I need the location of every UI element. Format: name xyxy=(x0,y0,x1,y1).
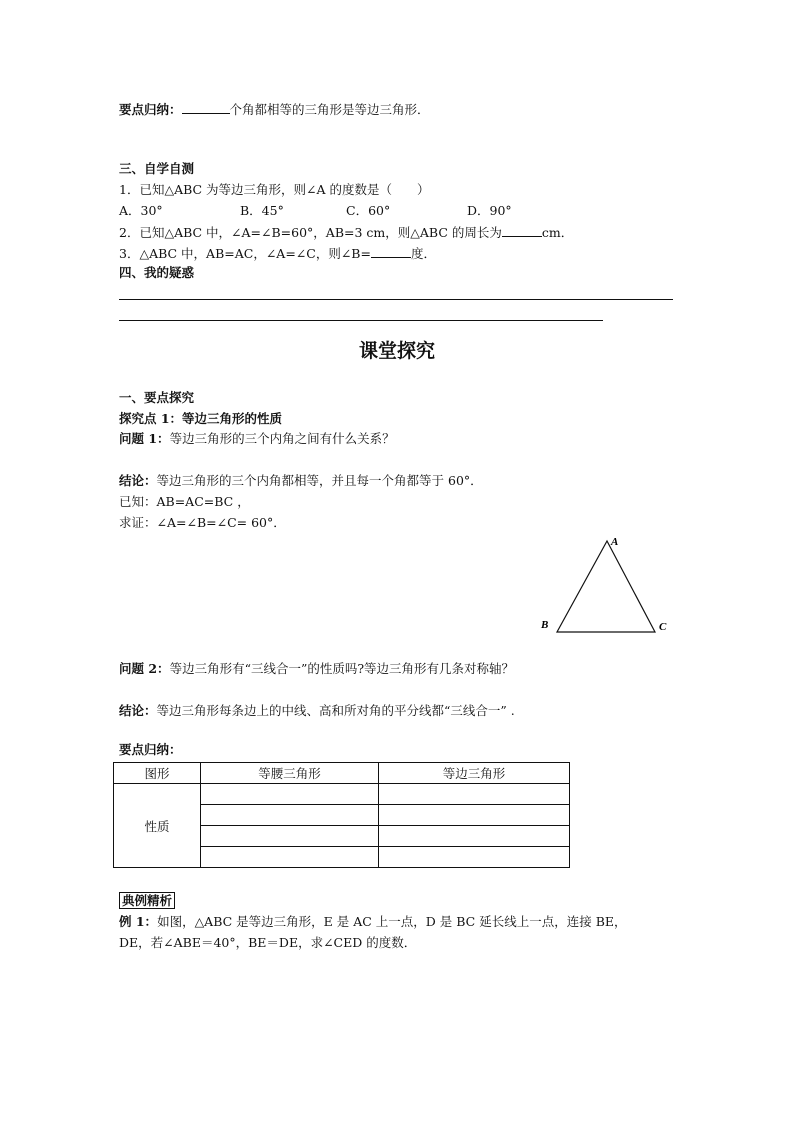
question-1: 1．已知△ABC 为等边三角形，则∠A 的度数是（ ） xyxy=(119,182,430,197)
question-2-block xyxy=(119,661,514,677)
question-text: 等边三角形有“三线合一”的性质吗?等边三角形有几条对称轴？ xyxy=(169,661,515,676)
page-title: 课堂探究 xyxy=(358,340,435,362)
answer-blank[interactable] xyxy=(502,224,542,237)
option-b: B．45° xyxy=(240,203,284,218)
answer-cell[interactable] xyxy=(379,784,570,805)
answer-blank[interactable] xyxy=(182,101,230,114)
row-label-cell: 性质 xyxy=(114,784,201,868)
conclusion-text: 等边三角形每条边上的中线、高和所对角的平分线都“三线合一” . xyxy=(156,703,515,718)
triangle-shape xyxy=(557,541,655,632)
question-2-suffix: cm． xyxy=(541,225,574,240)
option-c: C．60° xyxy=(346,203,391,218)
table-header-row xyxy=(114,763,570,784)
explore-heading: 一、要点探究 xyxy=(119,390,195,405)
section3-heading: 三、自学自测 xyxy=(119,161,195,176)
conclusion-1 xyxy=(119,473,483,489)
answer-cell[interactable] xyxy=(201,826,379,847)
example-box-line xyxy=(119,893,175,909)
prove-line: 求证：∠A=∠B=∠C= 60°． xyxy=(119,515,286,530)
summary-line-1 xyxy=(119,101,430,118)
example-label: 例 1： xyxy=(119,914,158,929)
table-header-cell: 图形 xyxy=(114,763,201,784)
vertex-label-a: A xyxy=(611,536,619,548)
question-2 xyxy=(119,224,573,241)
question-text: 等边三角形的三个内角之间有什么关系？ xyxy=(169,431,395,446)
question-3 xyxy=(119,245,436,262)
section4-heading: 四、我的疑惑 xyxy=(119,265,195,280)
example-line-1 xyxy=(119,914,627,930)
triangle-figure xyxy=(535,530,675,640)
conclusion-text: 等边三角形的三个内角都相等，并且每一个角都等于 60°． xyxy=(156,473,483,488)
table-header-cell: 等边三角形 xyxy=(379,763,570,784)
question-1-block xyxy=(119,431,395,447)
answer-cell[interactable] xyxy=(379,826,570,847)
answer-rule[interactable] xyxy=(119,299,673,300)
vertex-label-b: B xyxy=(541,619,549,631)
question-3-text: 3．△ABC 中，AB=AC，∠A=∠C，则∠B= xyxy=(119,246,371,261)
summary-label: 要点归纳： xyxy=(119,102,182,117)
properties-table xyxy=(113,762,570,868)
answer-rule[interactable] xyxy=(119,320,603,321)
answer-cell[interactable] xyxy=(201,805,379,826)
conclusion-label: 结论： xyxy=(119,703,157,718)
answer-blank[interactable] xyxy=(371,245,411,258)
example-box-label: 典例精析 xyxy=(119,892,175,909)
conclusion-2 xyxy=(119,703,515,719)
summary-text: 个角都相等的三角形是等边三角形． xyxy=(229,102,430,117)
question-label: 问题 1： xyxy=(119,431,170,446)
question-2-text: 2．已知△ABC 中，∠A=∠B=60°，AB=3 cm，则△ABC 的周长为 xyxy=(119,225,502,240)
conclusion-label: 结论： xyxy=(119,473,157,488)
answer-cell[interactable] xyxy=(201,784,379,805)
answer-cell[interactable] xyxy=(201,847,379,868)
explore-point-1: 探究点 1：等边三角形的性质 xyxy=(119,411,283,426)
table-row xyxy=(114,784,570,805)
answer-cell[interactable] xyxy=(379,847,570,868)
question-label: 问题 2： xyxy=(119,661,170,676)
answer-cell[interactable] xyxy=(379,805,570,826)
table-header-cell: 等腰三角形 xyxy=(201,763,379,784)
example-text-1: 如图，△ABC 是等边三角形，E 是 AC 上一点，D 是 BC 延长线上一点，连接 BE， xyxy=(157,914,627,929)
question-3-suffix: 度． xyxy=(410,246,436,261)
option-d: D．90° xyxy=(467,203,512,218)
summary-label-2: 要点归纳： xyxy=(119,742,182,757)
vertex-label-c: C xyxy=(659,621,667,633)
question-1-options xyxy=(119,203,639,219)
given-line: 已知：AB=AC=BC ， xyxy=(119,494,250,509)
example-line-2: DE，若∠ABE＝40°，BE＝DE，求∠CED 的度数． xyxy=(119,935,417,950)
option-a: A．30° xyxy=(119,203,163,218)
